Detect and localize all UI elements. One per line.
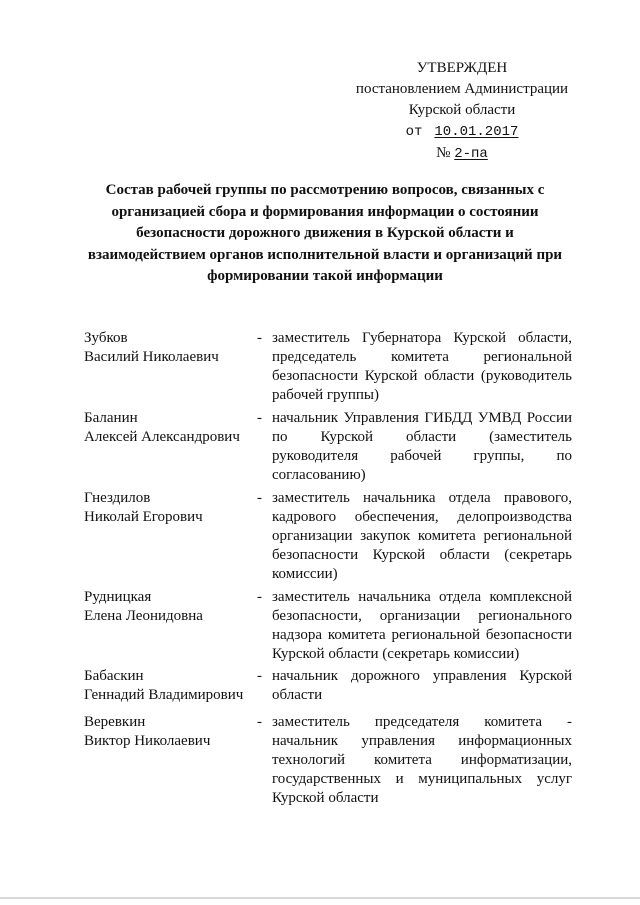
member-given-name: Алексей Александрович	[84, 429, 240, 445]
member-dash: -	[257, 589, 262, 605]
page-edge-divider	[0, 897, 640, 899]
approval-date: 10.01.2017	[434, 124, 519, 140]
member-dash: -	[257, 330, 262, 346]
role-line: заместитель начальника отдела комплексной	[272, 589, 572, 605]
member-role	[272, 489, 572, 584]
role-line: Курской области (секретарь комиссии)	[272, 646, 520, 662]
member-name	[84, 409, 254, 447]
member-role	[272, 713, 572, 808]
member-dash: -	[257, 668, 262, 684]
member-name	[84, 667, 254, 705]
role-line: по Курской области (заместитель	[272, 429, 572, 445]
member-surname: Гнездилов	[84, 490, 151, 506]
role-line: начальник дорожного управления Курской	[272, 668, 572, 684]
member-surname: Зубков	[84, 330, 128, 346]
role-line: Курской области	[272, 790, 379, 806]
member-surname: Рудницкая	[84, 589, 152, 605]
role-line: председатель комитета региональной	[272, 349, 572, 365]
member-given-name: Виктор Николаевич	[84, 733, 211, 749]
role-line: начальник управления информационных	[272, 733, 572, 749]
approval-decree-line: постановлением Администрации	[355, 81, 569, 97]
member-dash: -	[257, 714, 262, 730]
role-line: кадрового обеспечения, делопроизводства	[272, 509, 572, 525]
approval-heading: УТВЕРЖДЕН	[416, 60, 508, 76]
title-line: формировании такой информации	[207, 268, 443, 284]
member-name	[84, 713, 254, 751]
member-given-name: Василий Николаевич	[84, 349, 219, 365]
role-line: заместитель начальника отдела правового,	[272, 490, 572, 506]
member-role	[272, 329, 572, 405]
approval-date-line	[352, 121, 572, 143]
member-role	[272, 588, 572, 664]
role-line: согласованию)	[272, 467, 366, 483]
approval-number-line	[352, 143, 572, 165]
role-line: области	[272, 687, 323, 703]
approval-number: 2-па	[454, 146, 488, 162]
member-surname: Баланин	[84, 410, 138, 426]
title-line: организацией сбора и формирования информации о состоянии	[111, 203, 539, 220]
role-line: организации закупок комитета региональной	[272, 528, 572, 544]
role-line: безопасности, организации регионального	[272, 608, 572, 624]
number-prefix: №	[436, 145, 451, 161]
role-line: заместитель Губернатора Курской области,	[272, 330, 572, 346]
member-given-name: Елена Леонидовна	[84, 608, 203, 624]
title-line: безопасности дорожного движения в Курской области и	[136, 225, 514, 241]
role-line: комиссии)	[272, 566, 338, 582]
member-name	[84, 588, 254, 626]
member-given-name: Николай Егорович	[84, 509, 203, 525]
role-line: начальник Управления ГИБДД УМВД России	[272, 410, 572, 426]
role-line: надзора комитета региональной безопасности	[272, 627, 572, 643]
role-line: государственных и муниципальных услуг	[272, 771, 572, 787]
member-surname: Бабаскин	[84, 668, 144, 684]
date-prefix: от	[405, 124, 423, 140]
title-line: взаимодействием органов исполнительной власти и организаций при	[87, 246, 563, 263]
member-dash: -	[257, 410, 262, 426]
member-role	[272, 667, 572, 705]
title-line: Состав рабочей группы по рассмотрению вопросов, связанных с	[105, 182, 545, 198]
approval-stamp	[352, 58, 572, 165]
document-title	[78, 180, 572, 288]
role-line: руководителя рабочей группы, по	[272, 448, 572, 464]
member-surname: Веревкин	[84, 714, 146, 730]
role-line: технологий комитета информатизации,	[272, 752, 572, 768]
member-role	[272, 409, 572, 485]
member-name	[84, 329, 254, 367]
approval-region-line: Курской области	[408, 102, 516, 118]
member-name	[84, 489, 254, 527]
member-given-name: Геннадий Владимирович	[84, 687, 244, 703]
role-line: безопасности Курской области (секретарь	[272, 547, 572, 563]
member-dash: -	[257, 490, 262, 506]
role-line: заместитель председателя комитета -	[272, 714, 572, 730]
role-line: безопасности Курской области (руководитель	[272, 368, 572, 384]
role-line: рабочей группы)	[272, 387, 379, 403]
